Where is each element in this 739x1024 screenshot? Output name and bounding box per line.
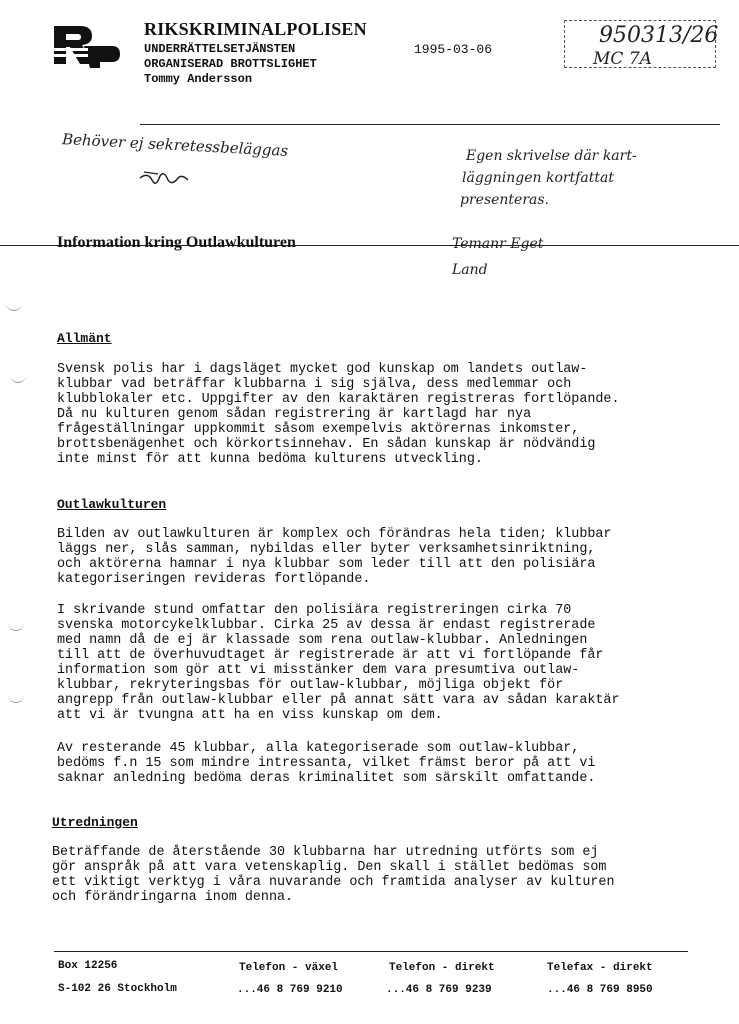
stamp-number: 950313/26 [599, 23, 719, 48]
rkp-logo-icon [50, 20, 122, 70]
footer-box-address: Box 12256 [58, 960, 118, 972]
signature-icon [138, 168, 190, 190]
handwritten-note-right-1: Egen skrivelse där kart- [466, 148, 637, 164]
section-paragraph: Svensk polis har i dagsläget mycket god kunskap om landets outlaw- klubbar vad beträffar klubbarna i sig själva, dess medlemmar och klubblokaler etc. Uppgifter av den karaktären registreras fortlöpande. Då nu kulturen genom sådan registrering är kartlagd har nya frågeställningar uppkommit såsom exempelvis aktörernas inkomster, brottsbenägenhet och körkortsinnehav. En sådan kunskap är nödvändig inte minst för att kunna bedöma kulturens utveckling. [57, 362, 620, 467]
footer-city: S-102 26 Stockholm [58, 983, 177, 995]
stamp-code: MC 7A [593, 49, 652, 69]
footer-phone-switchboard-number: ...46 8 769 9210 [237, 984, 343, 996]
footer-fax-direct-label: Telefax - direkt [547, 962, 653, 974]
document-title: Information kring Outlawkulturen [57, 234, 296, 251]
section-heading-utredningen: Utredningen [52, 815, 138, 830]
document-date: 1995-03-06 [414, 42, 493, 57]
author-name: Tommy Andersson [144, 72, 253, 86]
section-paragraph: I skrivande stund omfattar den polisiära registreringen cirka 70 svenska motorcykelklubbar. Cirka 25 av dessa är endast registrerade med namn då de ej är klassade som rena outlaw-klubbar. Anledningen till att de överhuvudtaget är registrerade är att vi fortlöpande får information som gör att vi misstänker dem vara presumtiva outlaw- klubbar, rekryteringsbas för outlaw-klubbar, möjliga objekt för angrepp från outlaw-klubbar eller på annat sätt vara av sådan karaktär att vi är tvungna att ha en viss kunskap om dem. [57, 603, 620, 723]
footer-divider [54, 951, 688, 952]
footer-phone-direct-label: Telefon - direkt [389, 962, 495, 974]
handwritten-note-right-2: läggningen kortfattat [462, 170, 614, 186]
punch-hole-mark [8, 692, 24, 703]
handwritten-note-right-3: presenteras. [460, 192, 550, 208]
footer-phone-switchboard-label: Telefon - växel [239, 962, 339, 974]
handwritten-note-secrecy: Behöver ej sekretessbeläggas [61, 130, 289, 160]
section-heading-outlawkulturen: Outlawkulturen [57, 497, 167, 512]
punch-hole-mark [6, 300, 22, 311]
punch-hole-mark [8, 620, 24, 631]
footer-fax-direct-number: ...46 8 769 8950 [547, 984, 653, 996]
footer-phone-direct-number: ...46 8 769 9239 [386, 984, 492, 996]
dept-line2: ORGANISERAD BROTTSLIGHET [144, 57, 317, 71]
section-paragraph: Beträffande de återstående 30 klubbarna har utredning utförts som ej gör anspråk på att vara vetenskaplig. Den skall i stället bedömas som ett viktigt verktyg i våra nuvarande och framtida analyser av kulturen och förändringarna inom denna. [52, 845, 615, 905]
section-heading-allmant: Allmänt [57, 331, 112, 346]
handwritten-title-note-1: Temanr Eget [452, 236, 544, 252]
dept-line1: UNDERRÄTTELSETJÄNSTEN [144, 42, 296, 56]
registry-stamp [564, 20, 719, 69]
header-divider [140, 124, 720, 125]
org-name: RIKSKRIMINALPOLISEN [144, 19, 367, 39]
handwritten-title-note-2: Land [452, 262, 488, 278]
section-paragraph: Av resterande 45 klubbar, alla kategoriserade som outlaw-klubbar, bedöms f.n 15 som mindre intressanta, vilket främst beror på att vi saknar anledning bedöma deras kriminalitet som särskilt omfattande. [57, 741, 596, 786]
punch-hole-mark [10, 372, 26, 383]
section-paragraph: Bilden av outlawkulturen är komplex och förändras hela tiden; klubbar läggs ner, slås samman, nybildas eller byter verksamhetsinriktning, och aktörerna hamnar i nya klubbar som leder till att den polisiära kategoriseringen revideras fortlöpande. [57, 527, 612, 587]
